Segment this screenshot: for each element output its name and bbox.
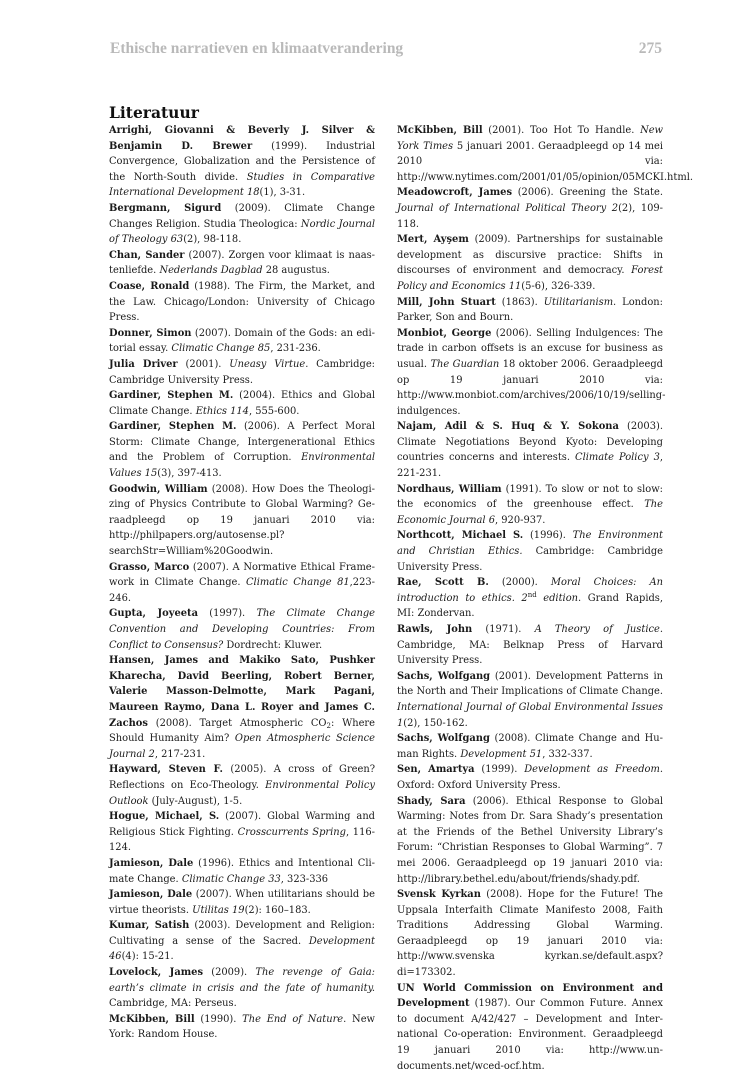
- reference-title: Climatic Change 81: [246, 577, 350, 589]
- reference-text: (2006). A Perfect Moral Storm: Climate Change, Intergenerational Ethics and the Problem of Corruption.: [109, 421, 376, 464]
- reference-entry: [109, 887, 375, 918]
- reference-author: Hogue, Michael, S.: [109, 811, 220, 823]
- reference-text: (2007). Zorgen voor klimaat is naastenliefde.: [109, 249, 376, 277]
- reference-entry: [109, 653, 375, 762]
- reference-title: Moral Choices: An introduction to ethics. 2: [397, 577, 663, 604]
- reference-entry: [109, 279, 375, 326]
- reference-entry: [397, 232, 663, 294]
- reference-text: (1988). The Firm, the Market, and the Law. Chicago/London: University of Chicago Press.: [109, 280, 376, 324]
- reference-author: Gardiner, Stephen M.: [109, 421, 237, 433]
- reference-entry: [109, 357, 375, 388]
- reference-text: (1996). Ethics and Intentional Climate Change.: [109, 857, 375, 885]
- reference-text: Cambridge: Cambridge University Press.: [109, 358, 375, 386]
- reference-text: (July-August), 1-5.: [148, 795, 243, 807]
- reference-entry: [397, 981, 663, 1074]
- reference-entry: [397, 185, 663, 232]
- reference-author: Rawls, John: [397, 624, 473, 635]
- reference-author: Chan, Sander: [109, 249, 185, 261]
- reference-title: The Environment and Christian Ethics.: [397, 530, 663, 558]
- reference-text: , 116-124.: [109, 826, 375, 854]
- reference-text: (2007). When utilitarians should be virtue theorists.: [109, 889, 375, 916]
- reference-entry: [109, 606, 375, 653]
- reference-entry: [397, 762, 663, 793]
- reference-title: Open Atmospheric Science Journal 2: [109, 733, 375, 760]
- reference-text: (2003). Development and Religion: Cultivating a sense of the Sacred.: [109, 920, 375, 947]
- reference-author: Coase, Ronald: [109, 280, 190, 292]
- reference-text: (1990).: [194, 1013, 243, 1025]
- reference-text: , 332-337.: [542, 748, 593, 760]
- reference-text: (2007). Global Warming and Religious Stick Fighting.: [109, 811, 375, 838]
- reference-text: (2003). Climate Negotiations Beyond Kyoto: Developing countries concerns and interests.: [397, 421, 663, 464]
- reference-text: (2007). A Normative Ethical Framework in Climate Change.: [109, 561, 375, 589]
- reference-author: Arrighi, Giovanni & Beverly J. Silver & Benjamin D. Brewer: [109, 125, 375, 152]
- reference-entry: [109, 560, 375, 607]
- reference-entry: [109, 388, 375, 419]
- reference-text: (1971).: [472, 624, 535, 635]
- reference-entry: [109, 1012, 375, 1043]
- reference-entry: [397, 295, 663, 326]
- reference-text: (2009). Climate Change Changes Religion. Studia Theologica:: [109, 202, 375, 230]
- left-column: [109, 123, 375, 1043]
- reference-title: Climatic Change 33: [181, 873, 281, 885]
- reference-title: A Theory of Justice.: [534, 624, 663, 635]
- reference-entry: [109, 809, 375, 856]
- reference-title: Environmental Values 15: [109, 452, 375, 480]
- reference-author: Nordhaus, William: [397, 483, 502, 495]
- reference-text: , 555-600.: [248, 405, 300, 417]
- reference-title: Forest Policy and Economics 11: [397, 265, 663, 292]
- reference-title: Crosscurrents Spring: [237, 826, 346, 838]
- reference-author: Najam, Adil & S. Huq & Y. Sokona: [397, 421, 619, 433]
- reference-text: (2006). Greening the State.: [512, 187, 663, 199]
- reference-text: (1999). Industrial Convergence, Globalization and the Persistence of the North-South divide.: [109, 140, 375, 183]
- reference-author: Mert, Ayşem: [397, 234, 469, 246]
- reference-author: Lovelock, James: [109, 967, 204, 979]
- reference-author: Monbiot, George: [397, 327, 492, 339]
- reference-title: Development as Freedom.: [524, 764, 663, 776]
- reference-text: (2), 109-118.: [397, 202, 663, 230]
- running-title: Ethische narratieven en klimaatverandering: [110, 40, 404, 57]
- reference-author: Mill, John Stuart: [397, 296, 496, 308]
- reference-title: Journal of International Political Theory 2: [397, 202, 619, 214]
- reference-title: Utilitarianism.: [543, 296, 617, 308]
- reference-text: (2004). Ethics and Global Climate Change.: [109, 390, 375, 417]
- reference-text: (1997).: [197, 608, 257, 620]
- reference-title: The Guardian: [430, 358, 500, 370]
- reference-title: International Journal of Global Environmental Issues 1: [397, 701, 663, 729]
- reference-author: Northcott, Michael S.: [397, 530, 524, 542]
- reference-entry: [397, 622, 663, 669]
- reference-entry: [109, 248, 375, 279]
- reference-title: Development 46: [109, 935, 375, 963]
- reference-author: Hansen, James and Makiko Sato, Pushker Kharecha, David Beerling, Robert Berner, Valerie Masson-Delmotte, Mark Pagani, Maureen Raymo, Dana L. Royer and James C. Zachos: [109, 655, 375, 729]
- reference-text: (1863).: [495, 296, 544, 308]
- reference-author: Bergmann, Sigurd: [109, 202, 222, 214]
- reference-entry: [109, 856, 375, 887]
- reference-text: Cambridge, MA: Perseus.: [109, 998, 237, 1010]
- reference-text: (2009).: [203, 967, 256, 979]
- reference-text: (5-6), 326-339.: [521, 280, 596, 292]
- section-title: Literatuur: [109, 103, 199, 122]
- reference-text: (2006). Selling Indulgences: The trade in carbon offsets is an excuse for business as usual.: [397, 327, 663, 370]
- reference-entry: [109, 482, 375, 560]
- reference-text: 18 oktober 2006. Geraadpleegd op 19 januari 2010 via: http://www.monbiot.com/archives/2006/10/19/selling-indulgences.: [397, 358, 666, 417]
- reference-title: edition.: [536, 592, 582, 604]
- reference-text: , 323-336: [280, 873, 329, 885]
- reference-entry: [397, 731, 663, 762]
- reference-text: (1991). To slow or not to slow: the economics of the greenhouse effect.: [397, 483, 664, 511]
- reference-author: Meadowcroft, James: [397, 187, 513, 199]
- reference-text: Cambridge: Cambridge University Press.: [397, 546, 664, 573]
- reference-author: UN World Commission on Environment and Development: [397, 982, 663, 1010]
- reference-text: , 217-231.: [154, 748, 206, 760]
- reference-entry: [397, 482, 663, 529]
- reference-text: (2001). Development Patterns in the North and Their Implications of Climate Change.: [397, 670, 663, 698]
- reference-text: (2000).: [488, 577, 551, 589]
- reference-author: Shady, Sara: [397, 795, 466, 807]
- reference-entry: [109, 201, 375, 248]
- reference-text: ,223-246.: [109, 577, 375, 604]
- reference-title: The End of Nature.: [242, 1013, 347, 1025]
- reference-title: Utilitas 19: [192, 904, 245, 916]
- reference-text: (1), 3-31.: [259, 187, 306, 199]
- reference-entry: [397, 887, 663, 981]
- reference-title: Studies in Comparative International Development 18: [109, 171, 375, 199]
- reference-text: , 221-231.: [397, 452, 663, 480]
- reference-text: (2005). A cross of Green? Reflections on Eco-Theology.: [109, 764, 376, 791]
- reference-author: Hayward, Steven F.: [109, 764, 223, 776]
- reference-title: Environmental Policy Outlook: [109, 779, 375, 807]
- reference-title: Uneasy Virtue.: [229, 358, 309, 370]
- reference-text: (1987). Our Common Future. Annex to document A/42/427 – Development and International Co-operation: Environment. Geraadpleegd 19 januari 2010 via: http://www.un-documents.net/wced-ocf.htm.: [397, 998, 663, 1072]
- reference-entry: [397, 123, 694, 185]
- reference-text: (2008). Hope for the Future! The Uppsala Interfaith Climate Manifesto 2008, Faith Traditions Addressing Global Warming. Geraadpleegd op 19 januari 2010 via: http://www.svenska kyrkan.se/default.aspx?di=173302.: [397, 889, 664, 979]
- reference-entry: [109, 918, 375, 965]
- reference-text: Grand Rapids, MI: Zondervan.: [397, 592, 664, 620]
- reference-text: Oxford: Oxford University Press.: [397, 779, 561, 791]
- reference-text: (1996).: [523, 530, 573, 542]
- reference-author: Kumar, Satish: [109, 920, 190, 932]
- reference-author: Sen, Amartya: [397, 764, 475, 776]
- reference-text: 5 januari 2001. Geraadpleegd op 14 mei 2010 via: http://www.nytimes.com/2001/01/05/opinion/05MCKI.html.: [397, 140, 694, 183]
- reference-text: : Where Should Humanity Aim?: [109, 717, 375, 745]
- reference-text: (2001). Too Hot To Handle.: [482, 125, 641, 136]
- reference-entry: [109, 762, 375, 809]
- reference-title: Nordic Journal of Theology 63: [109, 218, 375, 246]
- right-column: [397, 123, 694, 1074]
- reference-text: (2007). Domain of the Gods: an editorial essay.: [109, 327, 375, 355]
- reference-text: (2): 160–183.: [244, 904, 311, 916]
- reference-title: The Economic Journal 6: [397, 499, 663, 526]
- subscript: 2: [326, 721, 331, 730]
- reference-text: (2008). Target Atmospheric CO: [147, 717, 327, 729]
- reference-author: Julia Driver: [109, 358, 178, 370]
- reference-text: (2), 150-162.: [403, 717, 468, 729]
- reference-entry: [109, 326, 375, 357]
- reference-title: Nederlands Dagblad: [159, 265, 263, 277]
- reference-entry: [109, 965, 375, 1012]
- reference-author: Svensk Kyrkan: [397, 889, 481, 901]
- reference-author: Grasso, Marco: [109, 561, 190, 573]
- reference-entry: [109, 123, 375, 201]
- reference-author: Donner, Simon: [109, 327, 192, 339]
- reference-title: Ethics 114: [195, 405, 249, 417]
- reference-text: (1999).: [474, 764, 525, 776]
- reference-author: Goodwin, William: [109, 483, 208, 495]
- reference-author: McKibben, Bill: [397, 125, 483, 136]
- reference-entry: [397, 794, 663, 888]
- reference-author: Sachs, Wolfgang: [397, 733, 490, 745]
- reference-author: Jamieson, Dale: [109, 857, 194, 869]
- reference-entry: [397, 528, 663, 575]
- reference-author: Jamieson, Dale: [109, 889, 193, 901]
- reference-entry: [397, 419, 663, 481]
- reference-text: (2006). Ethical Response to Global Warming: Notes from Dr. Sara Shady’s presentation at the Friends of the Bethel University Library’s Forum: “Christian Responses to Global Warming”. 7 mei 2006. Geraadpleegd op 19 januari 2010 via: http://library.bethel.edu/about/friends/shady.pdf.: [397, 795, 663, 885]
- reference-text: (2008). Climate Change and Human Rights.: [397, 733, 663, 760]
- reference-entry: [109, 419, 375, 481]
- reference-title: Climate Policy 3: [575, 452, 660, 464]
- reference-title: Climatic Change 85: [171, 343, 271, 355]
- reference-text: (2001).: [177, 358, 230, 370]
- reference-author: Gardiner, Stephen M.: [109, 390, 234, 402]
- page-number: 275: [638, 40, 662, 57]
- reference-text: (2), 98-118.: [183, 234, 242, 246]
- superscript: nd: [527, 590, 537, 599]
- reference-entry: [397, 326, 666, 420]
- reference-text: (2009). Partnerships for sustainable development as discursive practice: Shifts in discourses of environment and democracy.: [397, 234, 663, 277]
- running-header: [110, 40, 662, 62]
- reference-text: , 231-236.: [270, 343, 321, 355]
- reference-text: Dordrecht: Kluwer.: [223, 639, 323, 651]
- reference-text: New York: Random House.: [109, 1013, 375, 1041]
- reference-text: , 920-937.: [495, 514, 546, 526]
- reference-author: Gupta, Joyeeta: [109, 608, 198, 620]
- reference-entry: [397, 669, 663, 731]
- reference-author: Sachs, Wolfgang: [397, 670, 491, 682]
- reference-author: McKibben, Bill: [109, 1013, 195, 1025]
- reference-text: (3), 397-413.: [157, 468, 222, 480]
- reference-title: New York Times: [397, 125, 663, 152]
- reference-title: The revenge of Gaia: earth’s climate in crisis and the fate of humanity.: [109, 967, 375, 994]
- reference-title: Development 51: [460, 748, 543, 760]
- reference-entry: [397, 575, 663, 622]
- reference-title: The Climate Change Convention and Developing Countries: From Conflict to Consensus?: [109, 608, 375, 651]
- reference-author: Rae, Scott B.: [397, 577, 489, 589]
- reference-text: (4): 15-21.: [121, 951, 174, 963]
- reference-text: Cambridge, MA: Belknap Press of Harvard University Press.: [397, 639, 663, 667]
- reference-text: 28 augustus.: [262, 265, 330, 277]
- reference-text: (2008). How Does the Theologizing of Physics Contribute to Global Warming? Geraadpleegd op 19 januari 2010 via: http://philpapers.org/autosense.pl?searchStr=William%20Goodwin.: [109, 483, 375, 558]
- reference-text: London: Parker, Son and Bourn.: [397, 296, 663, 324]
